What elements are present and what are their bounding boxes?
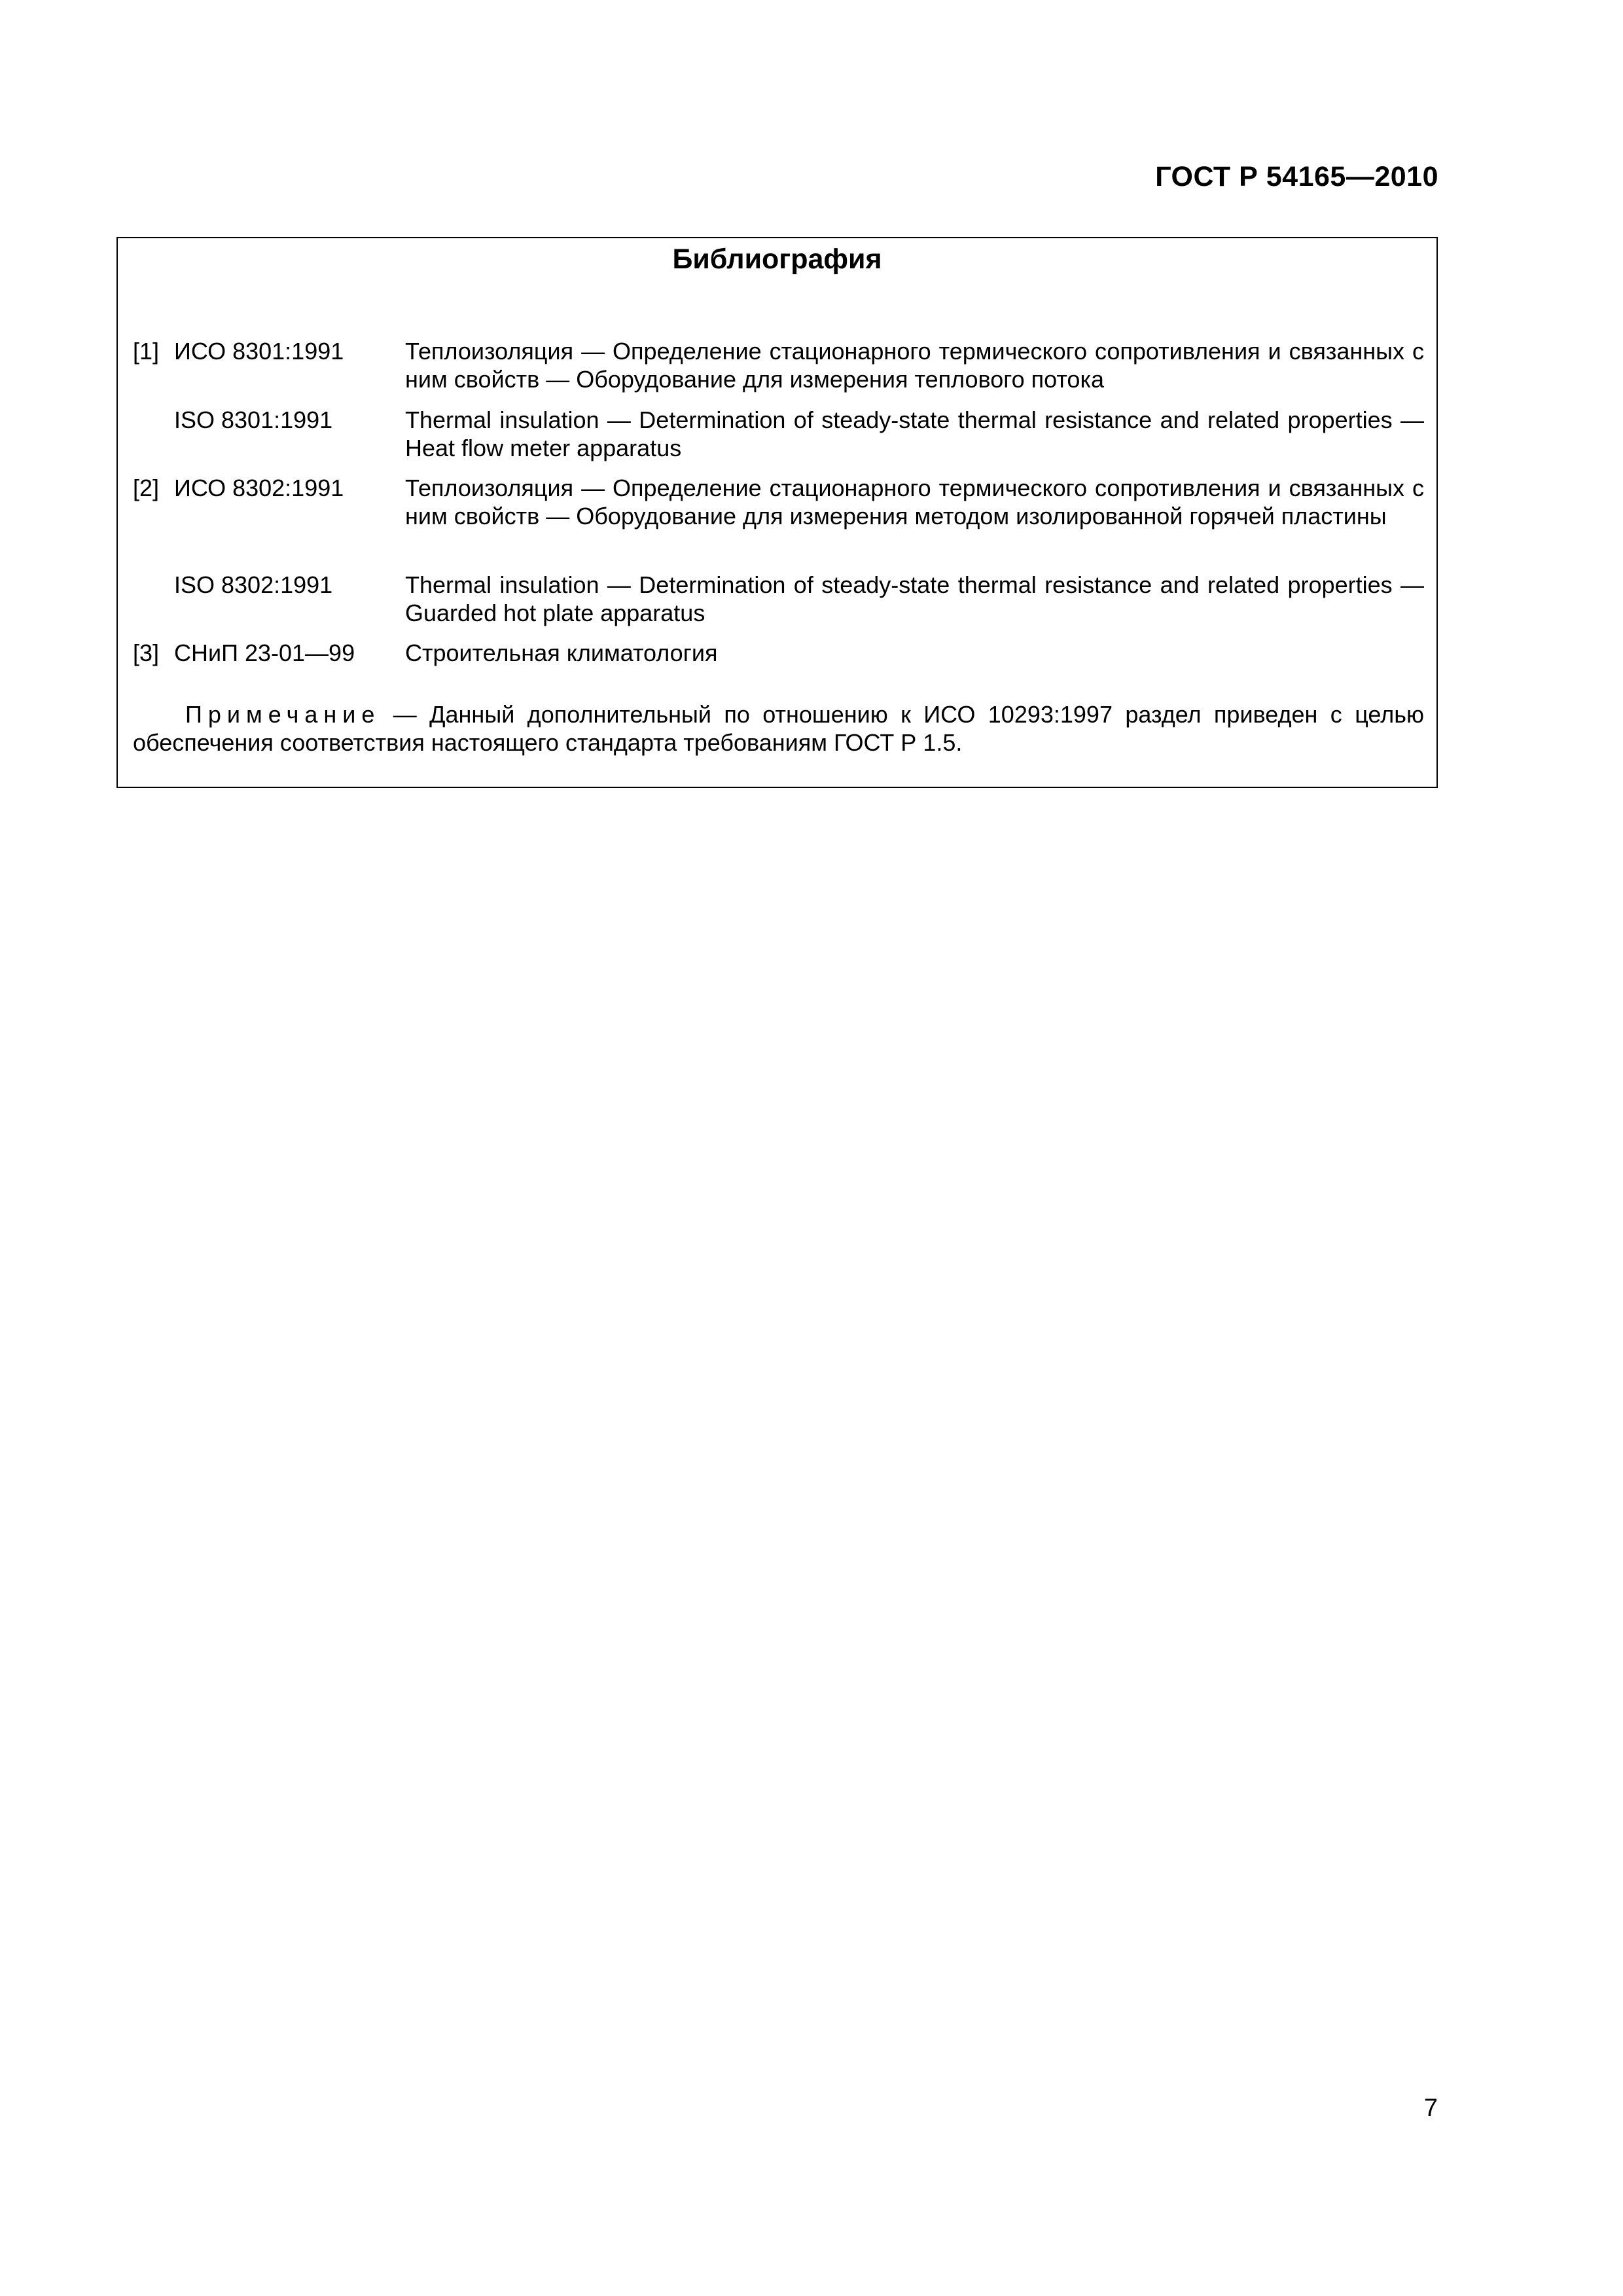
entry-code: ISO 8302:1991 bbox=[174, 571, 333, 598]
entry-number: [3] bbox=[133, 639, 160, 666]
entry-number: [1] bbox=[133, 338, 160, 365]
entry-text: Теплоизоляция — Определение стационарного термического сопротивления и связанных с ним свойств — Оборудование для измерения теплового потока bbox=[405, 338, 1424, 393]
note-label: Примечание bbox=[185, 701, 381, 728]
entry-code: ИСО 8301:1991 bbox=[174, 338, 344, 365]
entry-code: ИСО 8302:1991 bbox=[174, 475, 344, 501]
entry-number: [2] bbox=[133, 475, 160, 501]
note-text: — Данный дополнительный по отношению к ИСО 10293:1997 раздел приведен с целью обеспечения соответствия настоящего стандарта требованиям ГОСТ Р 1.5. bbox=[133, 701, 1424, 756]
entry-code: ISO 8301:1991 bbox=[174, 406, 333, 433]
entry-text: Теплоизоляция — Определение стационарного термического сопротивления и связанных с ним свойств — Оборудование для измерения методом изолированной горячей пластины bbox=[405, 475, 1424, 529]
document-designation: ГОСТ Р 54165—2010 bbox=[1155, 161, 1438, 192]
entry-code: СНиП 23-01—99 bbox=[174, 639, 355, 666]
entry-text: Thermal insulation — Determination of steady-state thermal resistance and related properties — Guarded hot plate apparatus bbox=[405, 571, 1424, 626]
bibliography-title: Библиография bbox=[672, 243, 882, 275]
page-number: 7 bbox=[1423, 2094, 1438, 2122]
entry-text: Строительная климатология bbox=[405, 639, 718, 666]
bibliography-note bbox=[133, 700, 1424, 757]
entry-text: Thermal insulation — Determination of steady-state thermal resistance and related properties — Heat flow meter apparatus bbox=[405, 406, 1424, 461]
